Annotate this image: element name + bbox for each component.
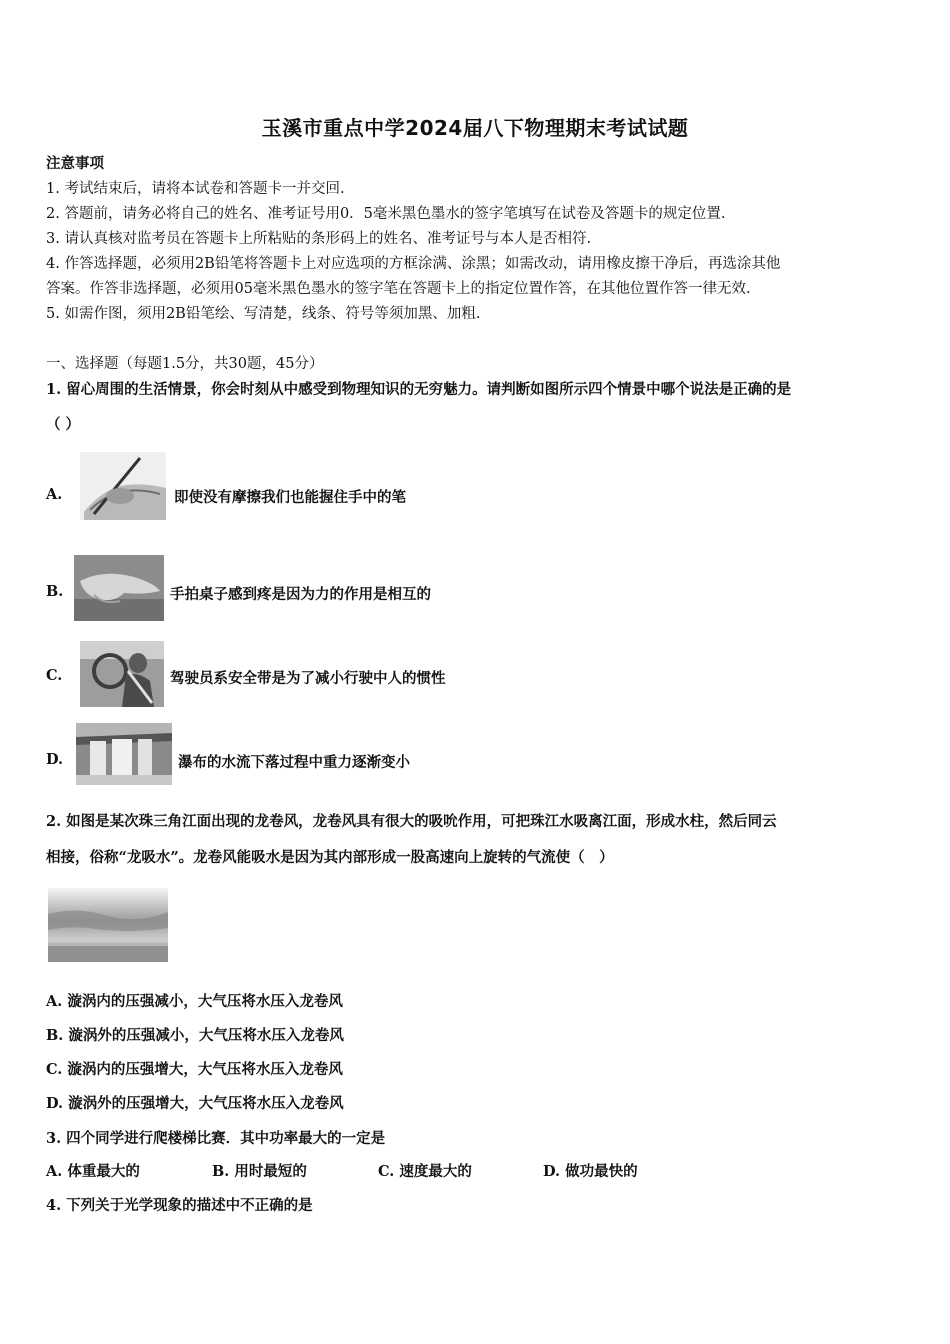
hand-pen-image bbox=[80, 452, 166, 520]
q1-option-c-text: 驾驶员系安全带是为了减小行驶中人的惯性 bbox=[170, 670, 446, 687]
q2-stem-line1: 2. 如图是某次珠三角江面出现的龙卷风，龙卷风具有很大的吸吮作用，可把珠江水吸离江面，形成水柱，然后同云 bbox=[46, 813, 777, 830]
q3-stem: 3. 四个同学进行爬楼梯比赛．其中功率最大的一定是 bbox=[46, 1130, 386, 1147]
notice-item: 3. 请认真核对监考员在答题卡上所粘贴的条形码上的姓名、准考证号与本人是否相符. bbox=[46, 231, 592, 247]
notice-item: 1. 考试结束后，请将本试卷和答题卡一并交回. bbox=[46, 181, 345, 197]
waterfall-image bbox=[76, 723, 172, 785]
notice-item: 2. 答题前，请务必将自己的姓名、准考证号用0．5毫米黑色墨水的签字笔填写在试卷及答题卡的规定位置. bbox=[46, 206, 726, 222]
notice-item: 答案。作答非选择题，必须用05毫米黑色墨水的签字笔在答题卡上的指定位置作答，在其他位置作答一律无效. bbox=[46, 281, 751, 297]
q3-option-d: D. 做功最快的 bbox=[543, 1163, 638, 1180]
q2-option-c: C. 漩涡内的压强增大，大气压将水压入龙卷风 bbox=[46, 1061, 343, 1078]
q1-option-d-letter: D. bbox=[46, 751, 64, 768]
q1-stem: 1. 留心周围的生活情景，你会时刻从中感受到物理知识的无穷魅力。请判断如图所示四个情景中哪个说法是正确的是 bbox=[46, 381, 792, 398]
q1-option-c-letter: C. bbox=[46, 667, 63, 684]
q2-option-b: B. 漩涡外的压强减小，大气压将水压入龙卷风 bbox=[46, 1027, 344, 1044]
q2-option-d: D. 漩涡外的压强增大，大气压将水压入龙卷风 bbox=[46, 1095, 344, 1112]
q3-option-c: C. 速度最大的 bbox=[378, 1163, 472, 1180]
q1-option-a-letter: A. bbox=[46, 486, 63, 503]
q2-stem-line2: 相接，俗称“龙吸水”。龙卷风能吸水是因为其内部形成一股高速向上旋转的气流使（ ） bbox=[46, 849, 614, 866]
notice-item: 5. 如需作图，须用2B铅笔绘、写清楚，线条、符号等须加黑、加粗. bbox=[46, 306, 481, 322]
notice-heading: 注意事项 bbox=[46, 155, 104, 172]
hand-slap-image bbox=[74, 555, 164, 621]
q1-option-a-text: 即使没有摩擦我们也能握住手中的笔 bbox=[174, 489, 406, 506]
q1-paren: （ ） bbox=[46, 416, 81, 433]
seatbelt-image bbox=[80, 641, 164, 707]
q3-option-b: B. 用时最短的 bbox=[212, 1163, 307, 1180]
q3-option-a: A. 体重最大的 bbox=[46, 1163, 140, 1180]
q2-option-a: A. 漩涡内的压强减小，大气压将水压入龙卷风 bbox=[46, 993, 343, 1010]
q1-option-d-text: 瀑布的水流下落过程中重力逐渐变小 bbox=[178, 754, 410, 771]
page-title: 玉溪市重点中学2024届八下物理期末考试试题 bbox=[261, 116, 689, 140]
waterspout-image bbox=[48, 888, 168, 962]
q1-option-b-letter: B. bbox=[46, 583, 64, 600]
q1-option-b-text: 手拍桌子感到疼是因为力的作用是相互的 bbox=[170, 586, 431, 603]
section-heading: 一、选择题（每题1.5分，共30题，45分） bbox=[46, 356, 324, 372]
notice-item: 4. 作答选择题，必须用2B铅笔将答题卡上对应选项的方框涂满、涂黑；如需改动，请用橡皮擦干净后，再选涂其他 bbox=[46, 256, 781, 272]
q4-stem: 4. 下列关于光学现象的描述中不正确的是 bbox=[46, 1197, 313, 1214]
